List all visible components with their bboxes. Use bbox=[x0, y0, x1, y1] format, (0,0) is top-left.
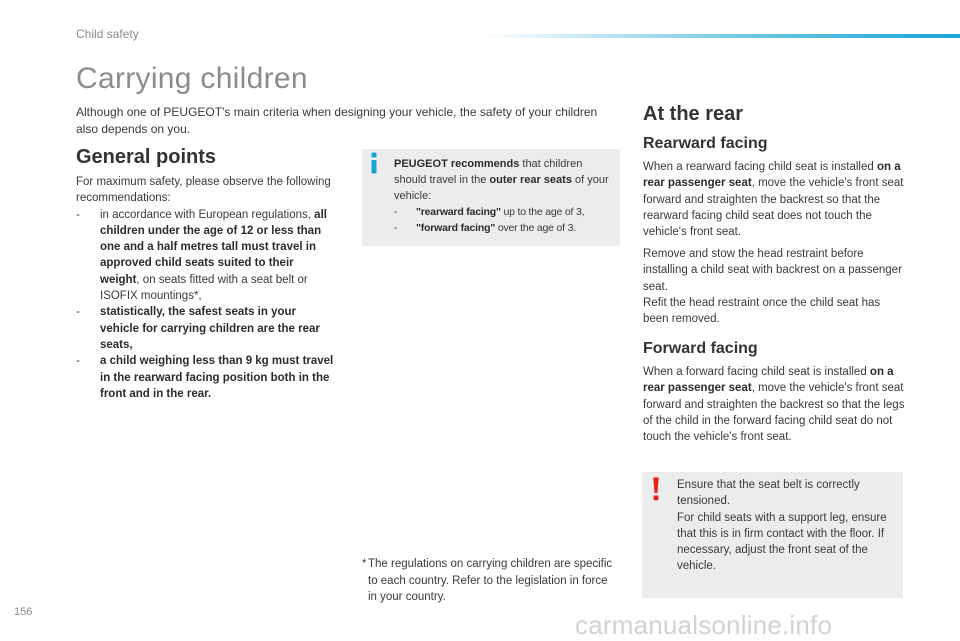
warning-text: Ensure that the seat belt is correctly tensioned. For child seats with a support leg, ensure that this is in firm contact with the floor. If necessary, adjust the front seat of the vehicle. bbox=[677, 479, 887, 573]
list-item: - "rearward facing" up to the age of 3, bbox=[394, 206, 585, 218]
rearward-facing-paragraph: When a rearward facing child seat is installed on a rear passenger seat, move the vehicle's front seat forward and straighten the backrest so that the rearward facing child seat does not touch the vehicle's front seat. bbox=[643, 161, 904, 239]
header-divider bbox=[485, 34, 960, 38]
list-item: - "forward facing" over the age of 3. bbox=[394, 222, 576, 234]
watermark: carmanualsonline.info bbox=[575, 610, 833, 640]
general-points-heading: General points bbox=[76, 146, 217, 168]
list-bold-text: all children under the age of 12 or less than one and a half metres tall must travel in approved child seats suited to their weight bbox=[100, 208, 327, 286]
list-item bbox=[76, 304, 334, 353]
list-item bbox=[76, 353, 334, 402]
list-text: in accordance with European regulations, bbox=[100, 208, 315, 221]
warning-exclamation-icon bbox=[651, 477, 661, 501]
list-bold-text: statistically, the safest seats in your vehicle for carrying children are the rear seats, bbox=[100, 306, 320, 351]
list-text: , on seats fitted with a seat belt or ISOFIX mountings*, bbox=[100, 273, 308, 303]
intro-paragraph: Although one of PEUGEOT's main criteria when designing your vehicle, the safety of your children also depends on you. bbox=[76, 105, 598, 136]
page-number: 156 bbox=[14, 606, 33, 618]
forward-facing-heading: Forward facing bbox=[643, 340, 758, 357]
list-bold-text: a child weighing less than 9 kg must travel in the rearward facing position both in the front and in the rear. bbox=[100, 355, 334, 400]
footnote-text: The regulations on carrying children are specific to each country. Refer to the legislation in force in your country. bbox=[368, 558, 613, 603]
footnote-star: * bbox=[362, 558, 367, 570]
forward-facing-paragraph: When a forward facing child seat is installed on a rear passenger seat, move the vehicle's front seat forward and straighten the backrest so that the legs of the child in the forward facing child seat do not touch the vehicle's front seat. bbox=[643, 366, 905, 444]
general-points-body bbox=[76, 174, 334, 402]
info-icon bbox=[367, 152, 381, 174]
section-label: Child safety bbox=[76, 27, 139, 41]
list-dash: - bbox=[76, 355, 80, 368]
page-title: Carrying children bbox=[76, 62, 308, 95]
footnote bbox=[362, 556, 617, 606]
at-the-rear-heading: At the rear bbox=[643, 103, 744, 125]
rearward-facing-heading: Rearward facing bbox=[643, 135, 768, 152]
list-dash: - bbox=[76, 208, 80, 221]
info-bold: outer rear seats bbox=[489, 174, 572, 186]
info-box-text: PEUGEOT recommends that children should travel in the outer rear seats of your vehicle: - "rearward facing" up to the age of 3, - "forward facing" over the age of 3. bbox=[394, 156, 616, 236]
info-bold: PEUGEOT recommends bbox=[394, 158, 520, 170]
head-restraint-paragraph: Remove and stow the head restraint before installing a child seat with backrest on a passenger seat. Refit the head restraint once the child seat has been removed. bbox=[643, 248, 902, 326]
list-dash: - bbox=[76, 306, 80, 319]
list-item bbox=[76, 207, 334, 305]
general-lead: For maximum safety, please observe the following recommendations: bbox=[76, 176, 331, 205]
